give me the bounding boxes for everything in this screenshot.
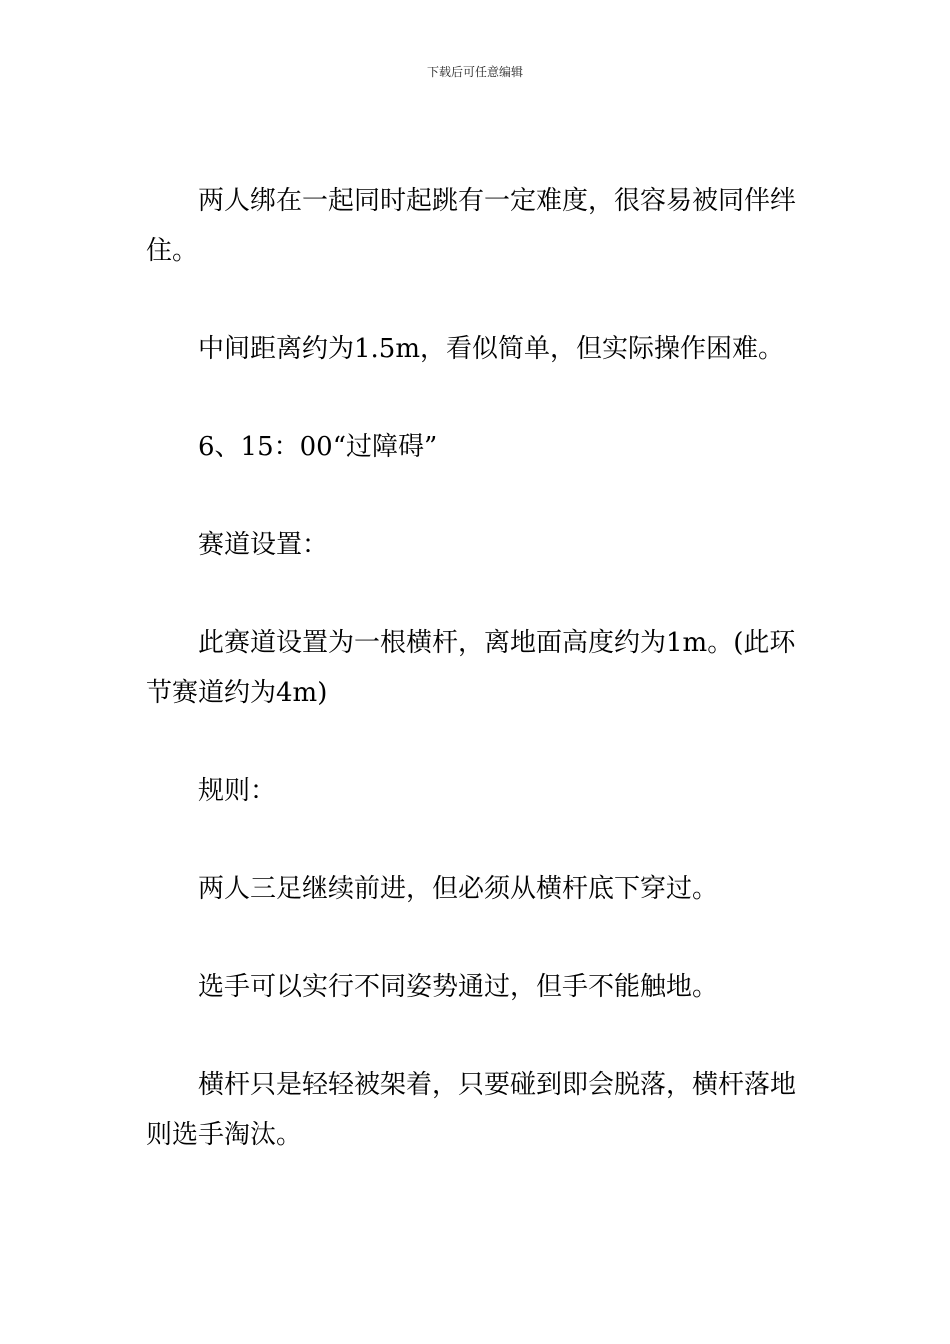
page-header: 下载后可任意编辑 (426, 65, 523, 79)
paragraph-track-setup-label: 赛道设置： (198, 530, 329, 560)
paragraph-rules-label: 规则： (198, 776, 277, 806)
paragraph-section-heading: 6、15：00“过障碍” (198, 432, 438, 462)
paragraph-track-setup: 此赛道设置为一根横杆，离地面高度约为1m。(此环节赛道约为4m) (146, 628, 796, 708)
paragraph-rule-posture: 选手可以实行不同姿势通过，但手不能触地。 (198, 972, 719, 1002)
paragraph-distance: 中间距离约为1.5m，看似简单，但实际操作困难。 (198, 334, 785, 364)
paragraph-rule-elimination: 横杆只是轻轻被架着，只要碰到即会脱落，横杆落地则选手淘汰。 (146, 1070, 797, 1150)
paragraph-jump-difficulty: 两人绑在一起同时起跳有一定难度，很容易被同伴绊住。 (146, 186, 797, 266)
paragraph-rule-pass-under: 两人三足继续前进，但必须从横杆底下穿过。 (198, 874, 719, 904)
document-body (146, 176, 808, 1208)
